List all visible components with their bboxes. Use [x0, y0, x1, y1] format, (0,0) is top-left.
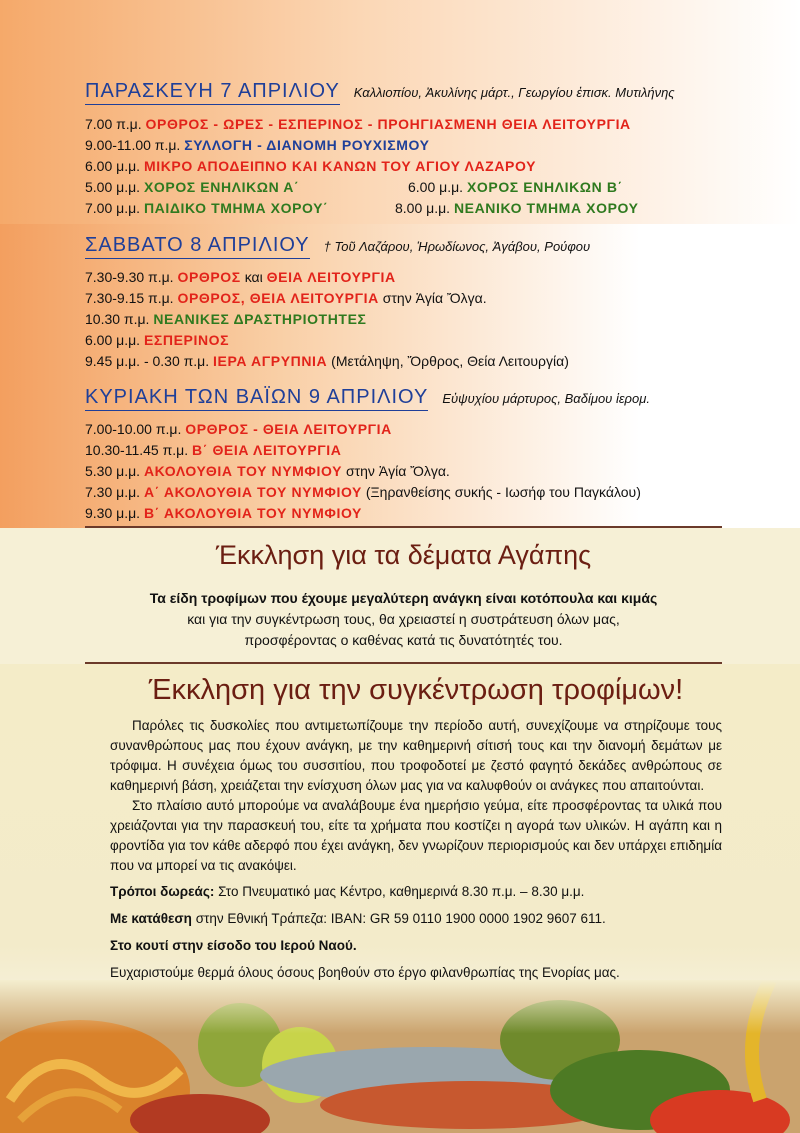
- food-collage-image: [0, 980, 800, 1133]
- donation-ways: Τρόποι δωρεάς: Στο Πνευματικό μας Κέντρο, καθημερινά 8.30 π.μ. – 8.30 μ.μ.: [110, 884, 585, 899]
- appeal-food: [110, 670, 722, 990]
- saturday-section: [85, 234, 590, 372]
- sunday-header: [85, 386, 650, 411]
- schedule-line: 9.45 μ.μ. - 0.30 π.μ. ΙΕΡΑ ΑΓΡΥΠΝΙΑ (Μετάληψη, Ὄρθρος, Θεία Λειτουργία): [85, 353, 569, 369]
- friday-saints: Καλλιοπίου, Ἀκυλίνης μάρτ., Γεωργίου ἐπισκ. Μυτιλήνης: [353, 85, 675, 100]
- schedule-line: 6.00 μ.μ. ΜΙΚΡΟ ΑΠΟΔΕΙΠΝΟ ΚΑΙ ΚΑΝΩΝ ΤΟΥ ΑΓΙΟΥ ΛΑΖΑΡΟΥ: [85, 158, 537, 174]
- schedule-line: 6.00 μ.μ. ΕΣΠΕΡΙΝΟΣ: [85, 332, 230, 348]
- saturday-saints: † Τοῦ Λαζάρου, Ἡρωδίωνος, Ἀγάβου, Ρούφου: [323, 239, 591, 254]
- friday-header: [85, 80, 675, 105]
- appeal-food-paragraph: Στο πλαίσιο αυτό μπορούμε να αναλάβουμε ένα ημερήσιο γεύμα, είτε προσφέροντας τα υλικά που χρειάζονται για την παρασκευή του, είτε τα χρήματα που κοστίζει η αγορά των υλικών. Η αγάπη και η φροντίδα για τον κάθε αδερφό που έχει ανάγκη, δεν γνωρίζουν περιορισμούς και δεν υπάρχει επιδημία που να μπορεί να τις ανακόψει.: [110, 798, 722, 873]
- schedule-line: 5.00 μ.μ. ΧΟΡΟΣ ΕΝΗΛΙΚΩΝ Α΄ 6.00 μ.μ. ΧΟΡΟΣ ΕΝΗΛΙΚΩΝ Β΄: [85, 179, 623, 195]
- schedule-line: 7.00 μ.μ. ΠΑΙΔΙΚΟ ΤΜΗΜΑ ΧΟΡΟΥ΄ 8.00 μ.μ. ΝΕΑΝΙΚΟ ΤΜΗΜΑ ΧΟΡΟΥ: [85, 200, 639, 216]
- schedule-line: 5.30 μ.μ. ΑΚΟΛΟΥΘΙΑ ΤΟΥ ΝΥΜΦΙΟΥ στην Ἁγία Ὄλγα.: [85, 463, 450, 479]
- appeal-parcels: [85, 536, 722, 651]
- schedule-line: 10.30-11.45 π.μ. Β΄ ΘΕΙΑ ΛΕΙΤΟΥΡΓΙΑ: [85, 442, 342, 458]
- saturday-header: [85, 234, 590, 259]
- appeal-parcels-line: προσφέροντας ο καθένας κατά τις δυνατότητές του.: [244, 632, 563, 648]
- sunday-day-title: ΚΥΡΙΑΚΗ ΤΩΝ ΒΑΪΩΝ 9 ΑΠΡΙΛΙΟΥ: [85, 386, 428, 411]
- sunday-section: [85, 386, 650, 524]
- schedule-line: 10.30 π.μ. ΝΕΑΝΙΚΕΣ ΔΡΑΣΤΗΡΙΟΤΗΤΕΣ: [85, 311, 367, 327]
- saturday-day-title: ΣΑΒΒΑΤΟ 8 ΑΠΡΙΛΙΟΥ: [85, 234, 310, 259]
- sunday-saints: Εὐψυχίου μάρτυρος, Βαδίμου ἱερομ.: [442, 391, 650, 406]
- donation-deposit: Με κατάθεση στην Εθνική Τράπεζα: IBAN: GR 59 0110 1900 0000 1902 9607 611.: [110, 911, 606, 926]
- schedule-line: 9.30 μ.μ. Β΄ ΑΚΟΛΟΥΘΙΑ ΤΟΥ ΝΥΜΦΙΟΥ: [85, 505, 362, 521]
- donation-box: Στο κουτί στην είσοδο του Ιερού Ναού.: [110, 938, 357, 953]
- appeal-parcels-line: και για την συγκέντρωση τους, θα χρειαστεί η συστράτευση όλων μας,: [187, 611, 620, 627]
- appeal-food-title: Έκκληση για την συγκέντρωση τροφίμων!: [148, 674, 684, 706]
- schedule-line: 9.00-11.00 π.μ. ΣΥΛΛΟΓΗ - ΔΙΑΝΟΜΗ ΡΟΥΧΙΣΜΟΥ: [85, 137, 430, 153]
- appeal-parcels-line: Τα είδη τροφίμων που έχουμε μεγαλύτερη ανάγκη είναι κοτόπουλα και κιμάς: [149, 590, 658, 606]
- friday-section: [85, 80, 675, 219]
- friday-day-title: ΠΑΡΑΣΚΕΥΗ 7 ΑΠΡΙΛΙΟΥ: [85, 80, 340, 105]
- appeal-parcels-title: Έκκληση για τα δέματα Αγάπης: [215, 540, 592, 570]
- schedule-line: 7.00-10.00 π.μ. ΟΡΘΡΟΣ - ΘΕΙΑ ΛΕΙΤΟΥΡΓΙΑ: [85, 421, 392, 437]
- schedule-line: 7.30-9.15 π.μ. ΟΡΘΡΟΣ, ΘΕΙΑ ΛΕΙΤΟΥΡΓΙΑ στην Ἁγία Ὄλγα.: [85, 290, 487, 306]
- divider: [85, 662, 722, 664]
- schedule-line: 7.30-9.30 π.μ. ΟΡΘΡΟΣ και ΘΕΙΑ ΛΕΙΤΟΥΡΓΙΑ: [85, 269, 396, 285]
- thanks-note: Ευχαριστούμε θερμά όλους όσους βοηθούν στο έργο φιλανθρωπίας της Ενορίας μας.: [110, 965, 620, 980]
- schedule-line: 7.30 μ.μ. Α΄ ΑΚΟΛΟΥΘΙΑ ΤΟΥ ΝΥΜΦΙΟΥ (Ξηρανθείσης συκής - Ιωσήφ του Παγκάλου): [85, 484, 641, 500]
- schedule-line: 7.00 π.μ. ΟΡΘΡΟΣ - ΩΡΕΣ - ΕΣΠΕΡΙΝΟΣ - ΠΡΟΗΓΙΑΣΜΕΝΗ ΘΕΙΑ ΛΕΙΤΟΥΡΓΙΑ: [85, 116, 631, 132]
- divider: [85, 526, 722, 528]
- appeal-food-paragraph: Παρόλες τις δυσκολίες που αντιμετωπίζουμε την περίοδο αυτή, συνεχίζουμε να στηρίζουμε τους συνανθρώπους μας που έχουν ανάγκη, με την καθημερινή σίτισή τους και την διανομή δεμάτων με τρόφιμα. Η συνέχεια όμως του συσσιτίου, που τροφοδοτεί με ζεστό φαγητό δεκάδες ανθρώπους σε καθημερινή βάση, χρειάζεται την ενίσχυση όλων μας για να καλυφθούν οι ανάγκες που απαιτούνται.: [110, 718, 722, 793]
